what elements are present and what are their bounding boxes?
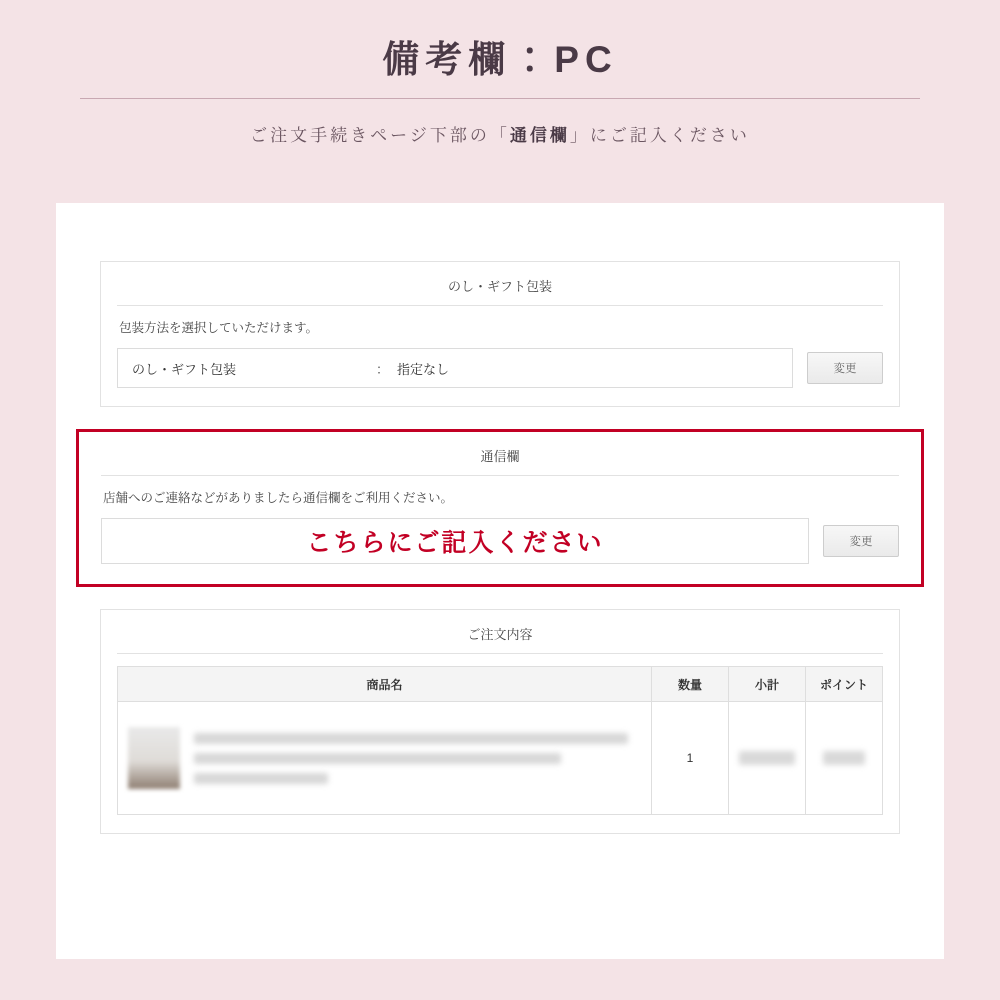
gift-panel-row xyxy=(117,348,883,388)
redacted-value xyxy=(823,751,865,765)
subtitle-pre: ご注文手続きページ下部の「 xyxy=(250,126,510,146)
order-product-cell xyxy=(118,702,652,815)
redacted-line xyxy=(194,773,328,784)
redacted-line xyxy=(194,753,561,764)
subtitle-post: 」にご記入ください xyxy=(569,126,750,146)
note-panel-title: 通信欄 xyxy=(101,446,899,476)
gift-panel-description: 包装方法を選択していただけます。 xyxy=(119,321,319,335)
order-panel-title: ご注文内容 xyxy=(117,624,883,654)
column-header-subtotal: 小計 xyxy=(729,667,806,702)
order-quantity-cell: 1 xyxy=(652,702,729,815)
gift-wrapping-panel xyxy=(100,261,900,407)
order-points-cell xyxy=(806,702,883,815)
note-input-callout: こちらにご記入ください xyxy=(306,529,604,557)
redacted-value xyxy=(739,751,795,765)
gift-selection-field[interactable] xyxy=(117,348,793,388)
table-row xyxy=(118,702,883,815)
gift-field-separator: ： xyxy=(376,361,390,377)
redacted-line xyxy=(194,733,628,744)
page-subtitle xyxy=(0,121,1000,146)
note-input-field[interactable] xyxy=(101,518,809,564)
gift-field-label: のし・ギフト包装 xyxy=(132,361,237,377)
header-divider xyxy=(80,98,920,99)
gift-change-button[interactable]: 変更 xyxy=(807,352,883,384)
product-name-redacted xyxy=(194,733,641,784)
order-table xyxy=(117,666,883,815)
subtitle-emphasis: 通信欄 xyxy=(509,126,570,146)
note-panel-row xyxy=(101,518,899,564)
order-subtotal-cell xyxy=(729,702,806,815)
note-panel-highlight xyxy=(76,429,924,587)
screenshot-card xyxy=(56,203,944,959)
column-header-product: 商品名 xyxy=(118,667,652,702)
gift-panel-title: のし・ギフト包装 xyxy=(117,276,883,306)
note-panel-description: 店舗へのご連絡などがありましたら通信欄をご利用ください。 xyxy=(103,491,454,505)
product-thumbnail xyxy=(128,727,180,789)
order-table-header-row xyxy=(118,667,883,702)
page-header xyxy=(0,0,1000,146)
gift-field-value: 指定なし xyxy=(397,361,450,377)
product-wrapper xyxy=(128,727,641,789)
order-contents-panel xyxy=(100,609,900,834)
column-header-points: ポイント xyxy=(806,667,883,702)
note-change-button[interactable]: 変更 xyxy=(823,525,899,557)
column-header-quantity: 数量 xyxy=(652,667,729,702)
page-title: 備考欄：PC xyxy=(382,39,618,80)
